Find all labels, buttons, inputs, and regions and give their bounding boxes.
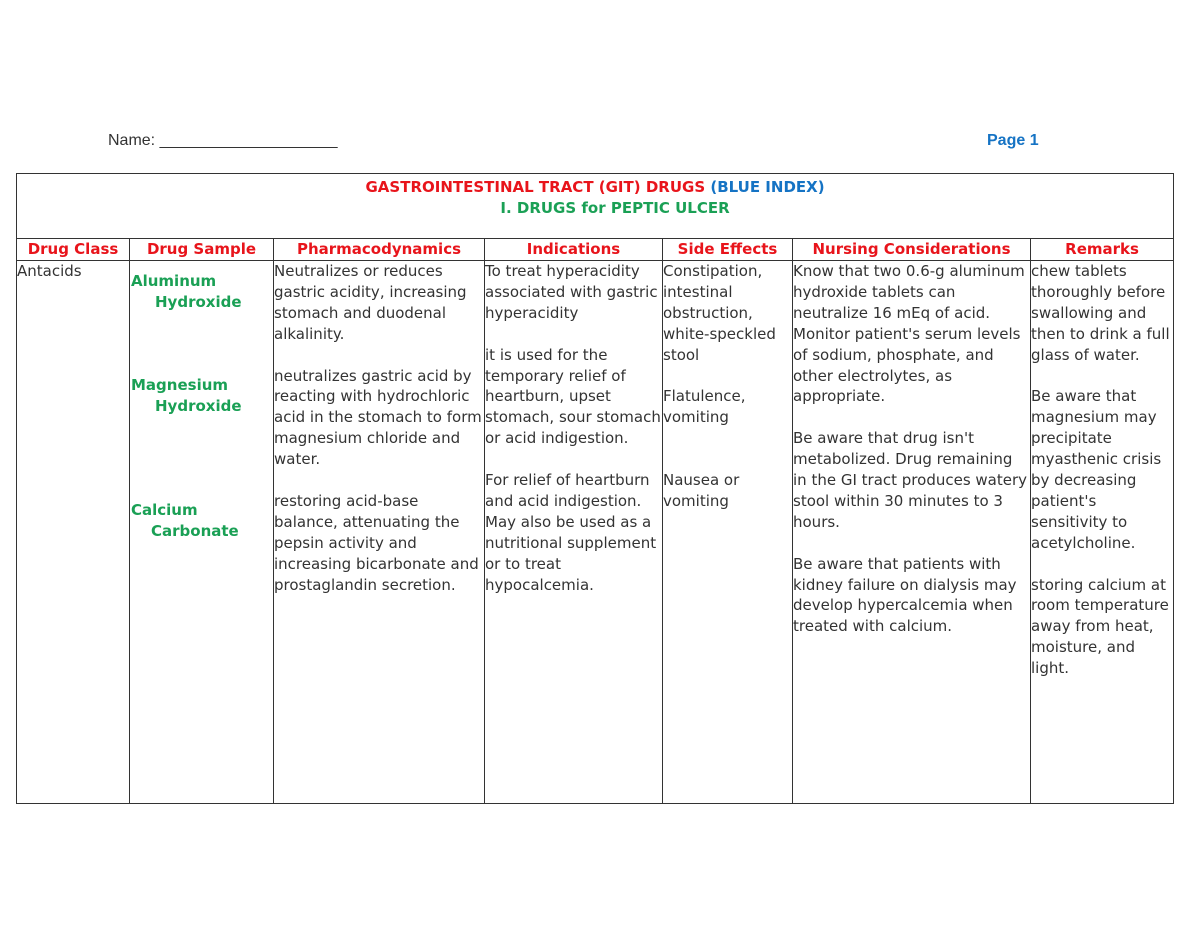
nursing-considerations-text: Be aware that drug isn't metabolized. Drug remaining in the GI tract produces watery stool within 30 minutes to 3 hours. <box>793 429 1028 531</box>
indications-text: To treat hyperacidity associated with gastric hyperacidity <box>485 262 658 322</box>
drug-name-line2: Hydroxide <box>155 292 242 311</box>
title-paren-open: ( <box>705 178 718 196</box>
side-effects-text: Flatulence, vomiting <box>663 387 746 427</box>
drug-name-line1: Magnesium <box>131 375 229 394</box>
remarks-text: chew tablets thoroughly before swallowing and then to drink a full glass of water. <box>1031 262 1170 364</box>
title-paren-close: ) <box>817 178 825 196</box>
table-title <box>17 174 1173 197</box>
page-number: Page 1 <box>987 132 1039 149</box>
drug-sample-cell <box>130 261 274 804</box>
drug-class-cell <box>17 261 130 804</box>
table-subtitle: I. DRUGS for PEPTIC ULCER <box>500 199 730 217</box>
header-pharmacodynamics: Pharmacodynamics <box>274 239 485 261</box>
name-field-label: Name: ____________________ <box>108 132 338 149</box>
side-effects-text: Constipation, intestinal obstruction, white-speckled stool <box>663 262 776 364</box>
nursing-considerations-cell <box>793 261 1031 804</box>
header-remarks: Remarks <box>1031 239 1174 261</box>
header-drug-sample: Drug Sample <box>130 239 274 261</box>
title-index-label: BLUE INDEX <box>717 178 818 196</box>
indications-cell <box>485 261 663 804</box>
drug-class-text: Antacids <box>17 262 82 280</box>
header-side-effects: Side Effects <box>663 239 793 261</box>
title-row <box>17 174 1174 239</box>
side-effects-text: Nausea or vomiting <box>663 471 740 510</box>
header-row <box>17 239 1174 261</box>
table-title-cell <box>17 174 1174 239</box>
drug-sample-calcium-carbonate <box>130 500 273 542</box>
pharmacodynamics-text: restoring acid-base balance, attenuating the pepsin activity and increasing bicarbonate and prostaglandin secretion. <box>274 491 479 594</box>
pharmacodynamics-text: Neutralizes or reduces gastric acidity, increasing stomach and duodenal alkalinity. <box>274 262 467 343</box>
drug-name-line1: Calcium <box>131 500 198 519</box>
remarks-text: storing calcium at room temperature away from heat, moisture, and light. <box>1031 575 1169 678</box>
remarks-text: Be aware that magnesium may precipitate myasthenic crisis by decreasing patient's sensitivity to acetylcholine. <box>1031 387 1162 552</box>
header-drug-class: Drug Class <box>17 239 130 261</box>
drug-name-line2: Hydroxide <box>155 396 242 415</box>
side-effects-cell <box>663 261 793 804</box>
indications-text: For relief of heartburn and acid indigestion. May also be used as a nutritional supplement or to treat hypocalcemia. <box>485 471 657 594</box>
nursing-considerations-text: Be aware that patients with kidney failure on dialysis may develop hypercalcemia when treated with calcium. <box>793 554 1017 636</box>
header-nursing-considerations: Nursing Considerations <box>793 239 1031 261</box>
drug-name-line2: Carbonate <box>151 521 239 540</box>
drug-sample-magnesium-hydroxide <box>130 375 273 417</box>
indications-text: it is used for the temporary relief of heartburn, upset stomach, sour stomach or acid indigestion. <box>485 345 661 448</box>
drug-name-line1: Aluminum <box>131 272 217 290</box>
nursing-considerations-text: Know that two 0.6-g aluminum hydroxide tablets can neutralize 16 mEq of acid. Monitor patient's serum levels of sodium, phosphate, and other electrolytes, as appropriate. <box>793 262 1025 406</box>
drug-table <box>16 173 1174 804</box>
title-main: GASTROINTESTINAL TRACT (GIT) DRUGS <box>365 178 706 196</box>
drug-table-container <box>16 173 1173 805</box>
drug-sample-aluminum-hydroxide <box>130 271 273 313</box>
header-indications: Indications <box>485 239 663 261</box>
pharmacodynamics-text: neutralizes gastric acid by reacting with hydrochloric acid in the stomach to form magnesium chloride and water. <box>274 366 482 469</box>
table-row <box>17 261 1174 804</box>
remarks-cell <box>1031 261 1174 804</box>
pharmacodynamics-cell <box>274 261 485 804</box>
